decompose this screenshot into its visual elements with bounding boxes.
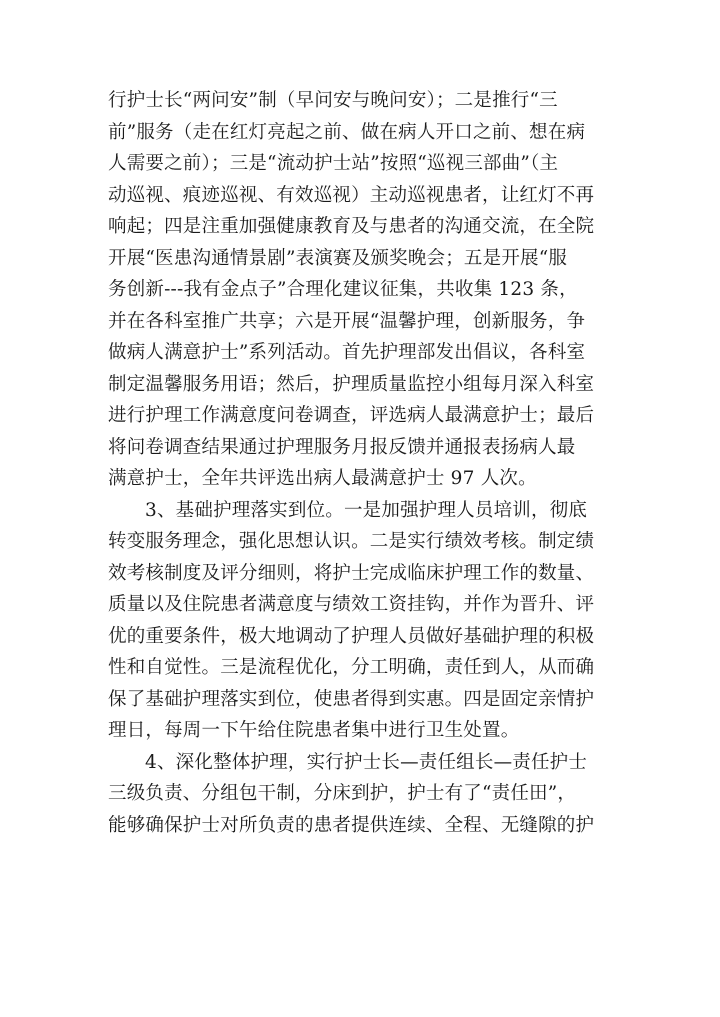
- text-line: 满意护士，全年共评选出病人最满意护士 97 人次。: [108, 468, 537, 489]
- text-line: 将问卷调查结果通过护理服务月报反馈并通报表扬病人最: [108, 436, 576, 458]
- text-line: 动巡视、痕迹巡视、有效巡视）主动巡视患者，让红灯不再: [108, 184, 595, 206]
- text-line: 效考核制度及评分细则，将护士完成临床护理工作的数量、: [108, 562, 595, 584]
- text-line: 人需要之前）；三是“流动护士站”按照“巡视三部曲”（主: [108, 153, 559, 174]
- text-line: 前”服务（走在红灯亮起之前、做在病人开口之前、想在病: [108, 121, 586, 143]
- text-line: 3、基础护理落实到位。一是加强护理人员培训，彻底: [145, 499, 588, 521]
- text-line: 行护士长“两问安”制（早问安与晚问安）；二是推行“三: [108, 90, 558, 111]
- text-line: 务创新---我有金点子”合理化建议征集，共收集 123 条，: [108, 279, 578, 300]
- text-line: 开展“医患沟通情景剧”表演赛及颁奖晚会；五是开展“服: [108, 247, 568, 269]
- text-line: 质量以及住院患者满意度与绩效工资挂钩，并作为晋升、评: [108, 594, 595, 615]
- body-text: [108, 85, 618, 841]
- text-line: 进行护理工作满意度问卷调查，评选病人最满意护士；最后: [108, 405, 595, 426]
- text-line: 响起；四是注重加强健康教育及与患者的沟通交流，在全院: [108, 216, 595, 237]
- text-line: 理日，每周一下午给住院患者集中进行卫生处置。: [108, 720, 520, 741]
- text-line: 4、深化整体护理，实行护士长—责任组长—责任护士: [145, 751, 588, 773]
- text-line: 制定温馨服务用语；然后，护理质量监控小组每月深入科室: [108, 373, 595, 395]
- text-line: 做病人满意护士”系列活动。首先护理部发出倡议，各科室: [108, 342, 586, 363]
- text-line: 三级负责、分组包干制，分床到护，护士有了“责任田”，: [108, 783, 577, 804]
- text-line: 并在各科室推广共享；六是开展“温馨护理，创新服务，争: [108, 310, 586, 332]
- text-line: 性和自觉性。三是流程优化，分工明确，责任到人，从而确: [108, 657, 595, 678]
- text-line: 转变服务理念，强化思想认识。二是实行绩效考核。制定绩: [108, 531, 595, 552]
- text-line: 优的重要条件，极大地调动了护理人员做好基础护理的积极: [108, 625, 595, 647]
- text-line: 保了基础护理落实到位，使患者得到实惠。四是固定亲情护: [108, 688, 595, 710]
- text-line: 能够确保护士对所负责的患者提供连续、全程、无缝隙的护: [108, 814, 595, 836]
